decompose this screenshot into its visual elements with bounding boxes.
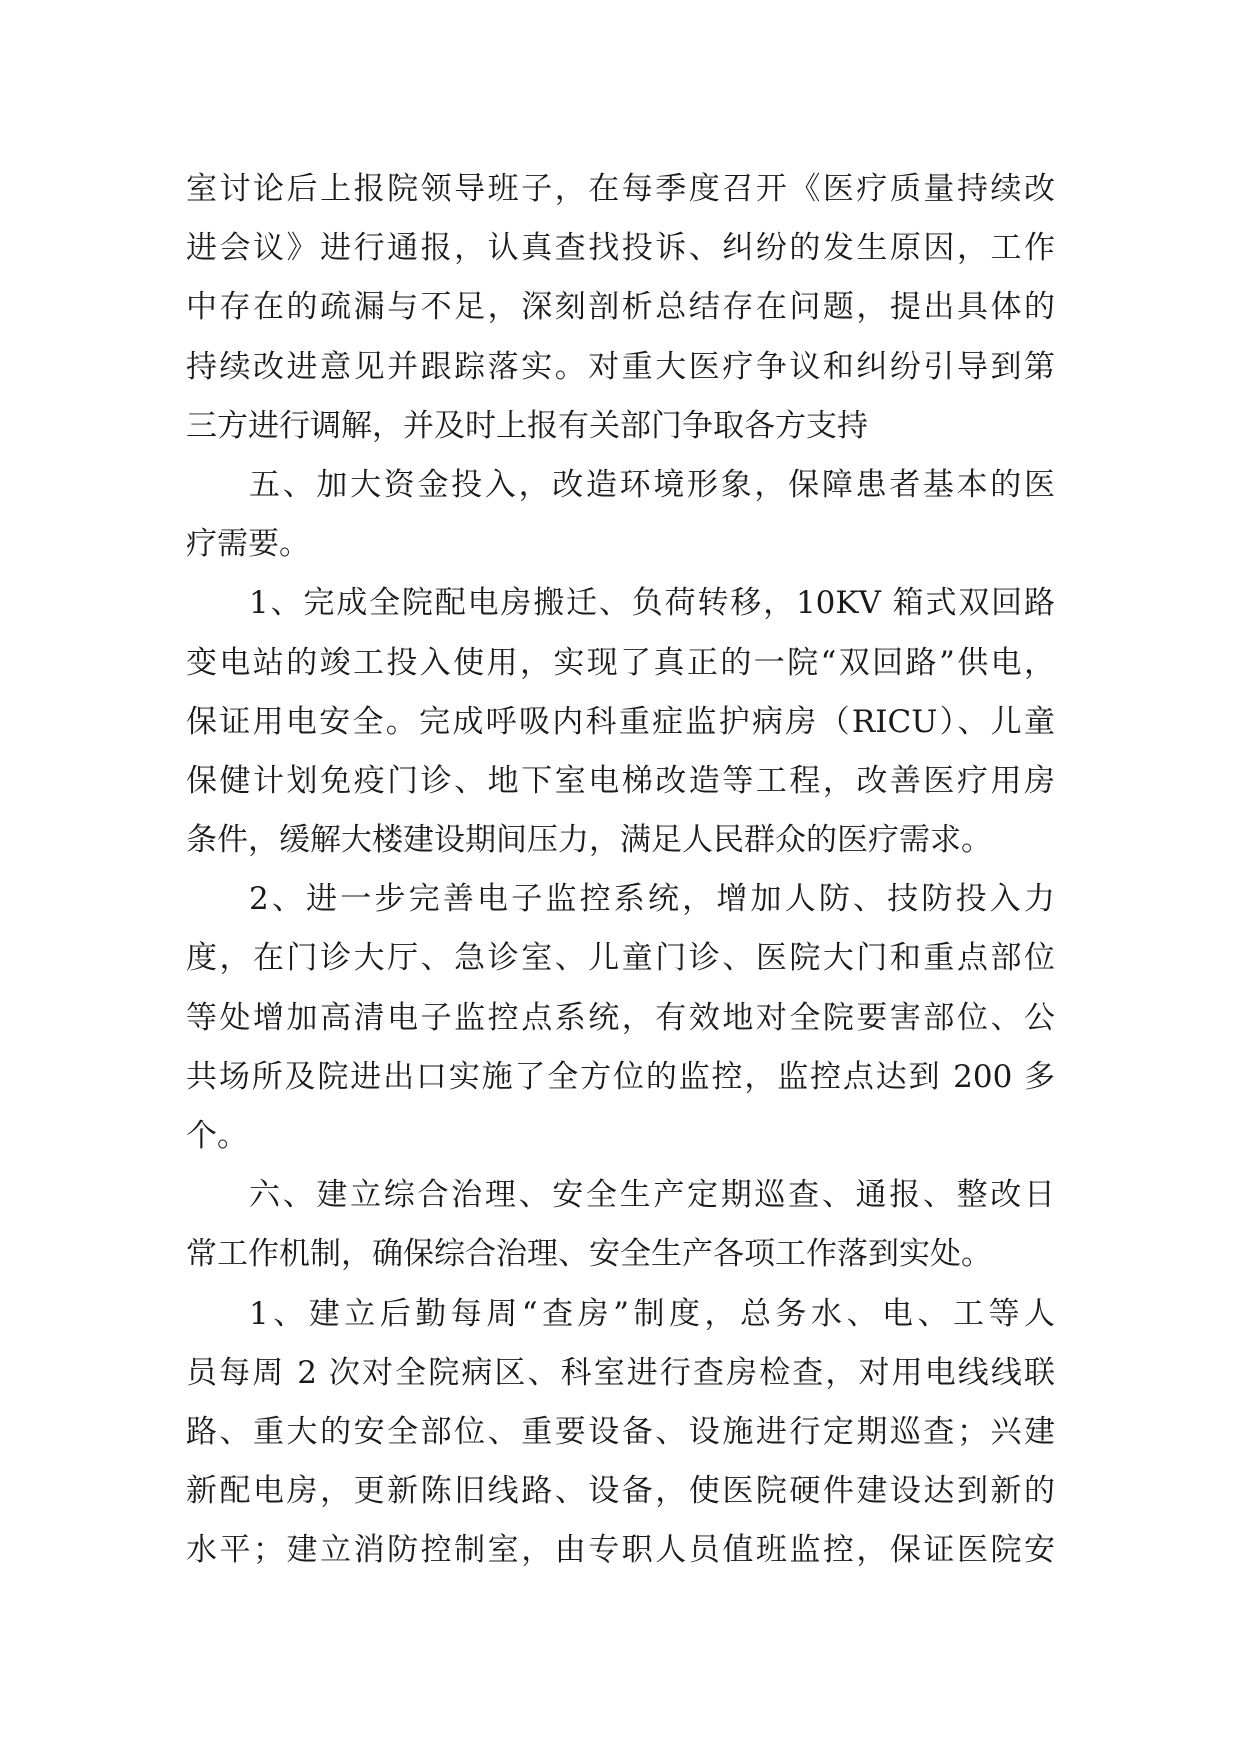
text-line: 持续改进意见并跟踪落实。对重大医疗争议和纠纷引导到第 [186,348,1055,385]
text-line: 1、建立后勤每周“查房”制度，总务水、电、工等人 [249,1295,1055,1332]
paragraph [186,160,1055,456]
text-line: 保健计划免疫门诊、地下室电梯改造等工程，改善医疗用房 [186,762,1055,799]
text-line: 五、加大资金投入，改造环境形象，保障患者基本的医 [249,466,1055,503]
text-line: 保证用电安全。完成呼吸内科重症监护病房（RICU）、儿童 [186,703,1055,740]
text-line: 疗需要。 [186,526,310,563]
document-body [186,160,1055,1581]
paragraph [186,870,1055,1166]
text-line: 变电站的竣工投入使用，实现了真正的一院“双回路”供电， [186,644,1055,681]
text-line: 常工作机制，确保综合治理、安全生产各项工作落到实处。 [186,1236,992,1273]
text-line: 三方进行调解，并及时上报有关部门争取各方支持 [186,407,868,444]
text-line: 路、重大的安全部位、重要设备、设施进行定期巡查；兴建 [186,1413,1055,1450]
text-line: 水平；建立消防控制室，由专职人员值班监控，保证医院安 [186,1532,1055,1569]
text-line: 新配电房，更新陈旧线路、设备，使医院硬件建设达到新的 [186,1473,1055,1510]
text-line: 六、建立综合治理、安全生产定期巡查、通报、整改日 [249,1177,1055,1214]
paragraph [186,1166,1055,1284]
text-line: 2、进一步完善电子监控系统，增加人防、技防投入力 [249,881,1055,918]
text-line: 个。 [186,1118,248,1154]
text-line: 中存在的疏漏与不足，深刻剖析总结存在问题，提出具体的 [186,289,1055,326]
text-line: 1、完成全院配电房搬迁、负荷转移，10KV 箱式双回路 [249,585,1055,622]
text-line: 进会议》进行通报，认真查找投诉、纠纷的发生原因，工作 [186,230,1055,267]
text-line: 室讨论后上报院领导班子，在每季度召开《医疗质量持续改 [186,171,1055,207]
paragraph [186,1285,1055,1581]
text-line: 等处增加高清电子监控点系统，有效地对全院要害部位、公 [186,999,1055,1036]
text-line: 共场所及院进出口实施了全方位的监控，监控点达到 200 多 [186,1058,1055,1095]
paragraph [186,574,1055,870]
paragraph [186,456,1055,574]
text-line: 度，在门诊大厅、急诊室、儿童门诊、医院大门和重点部位 [186,940,1055,977]
text-line: 员每周 2 次对全院病区、科室进行查房检查，对用电线线联 [186,1354,1055,1391]
text-line: 条件，缓解大楼建设期间压力，满足人民群众的医疗需求。 [186,822,992,859]
